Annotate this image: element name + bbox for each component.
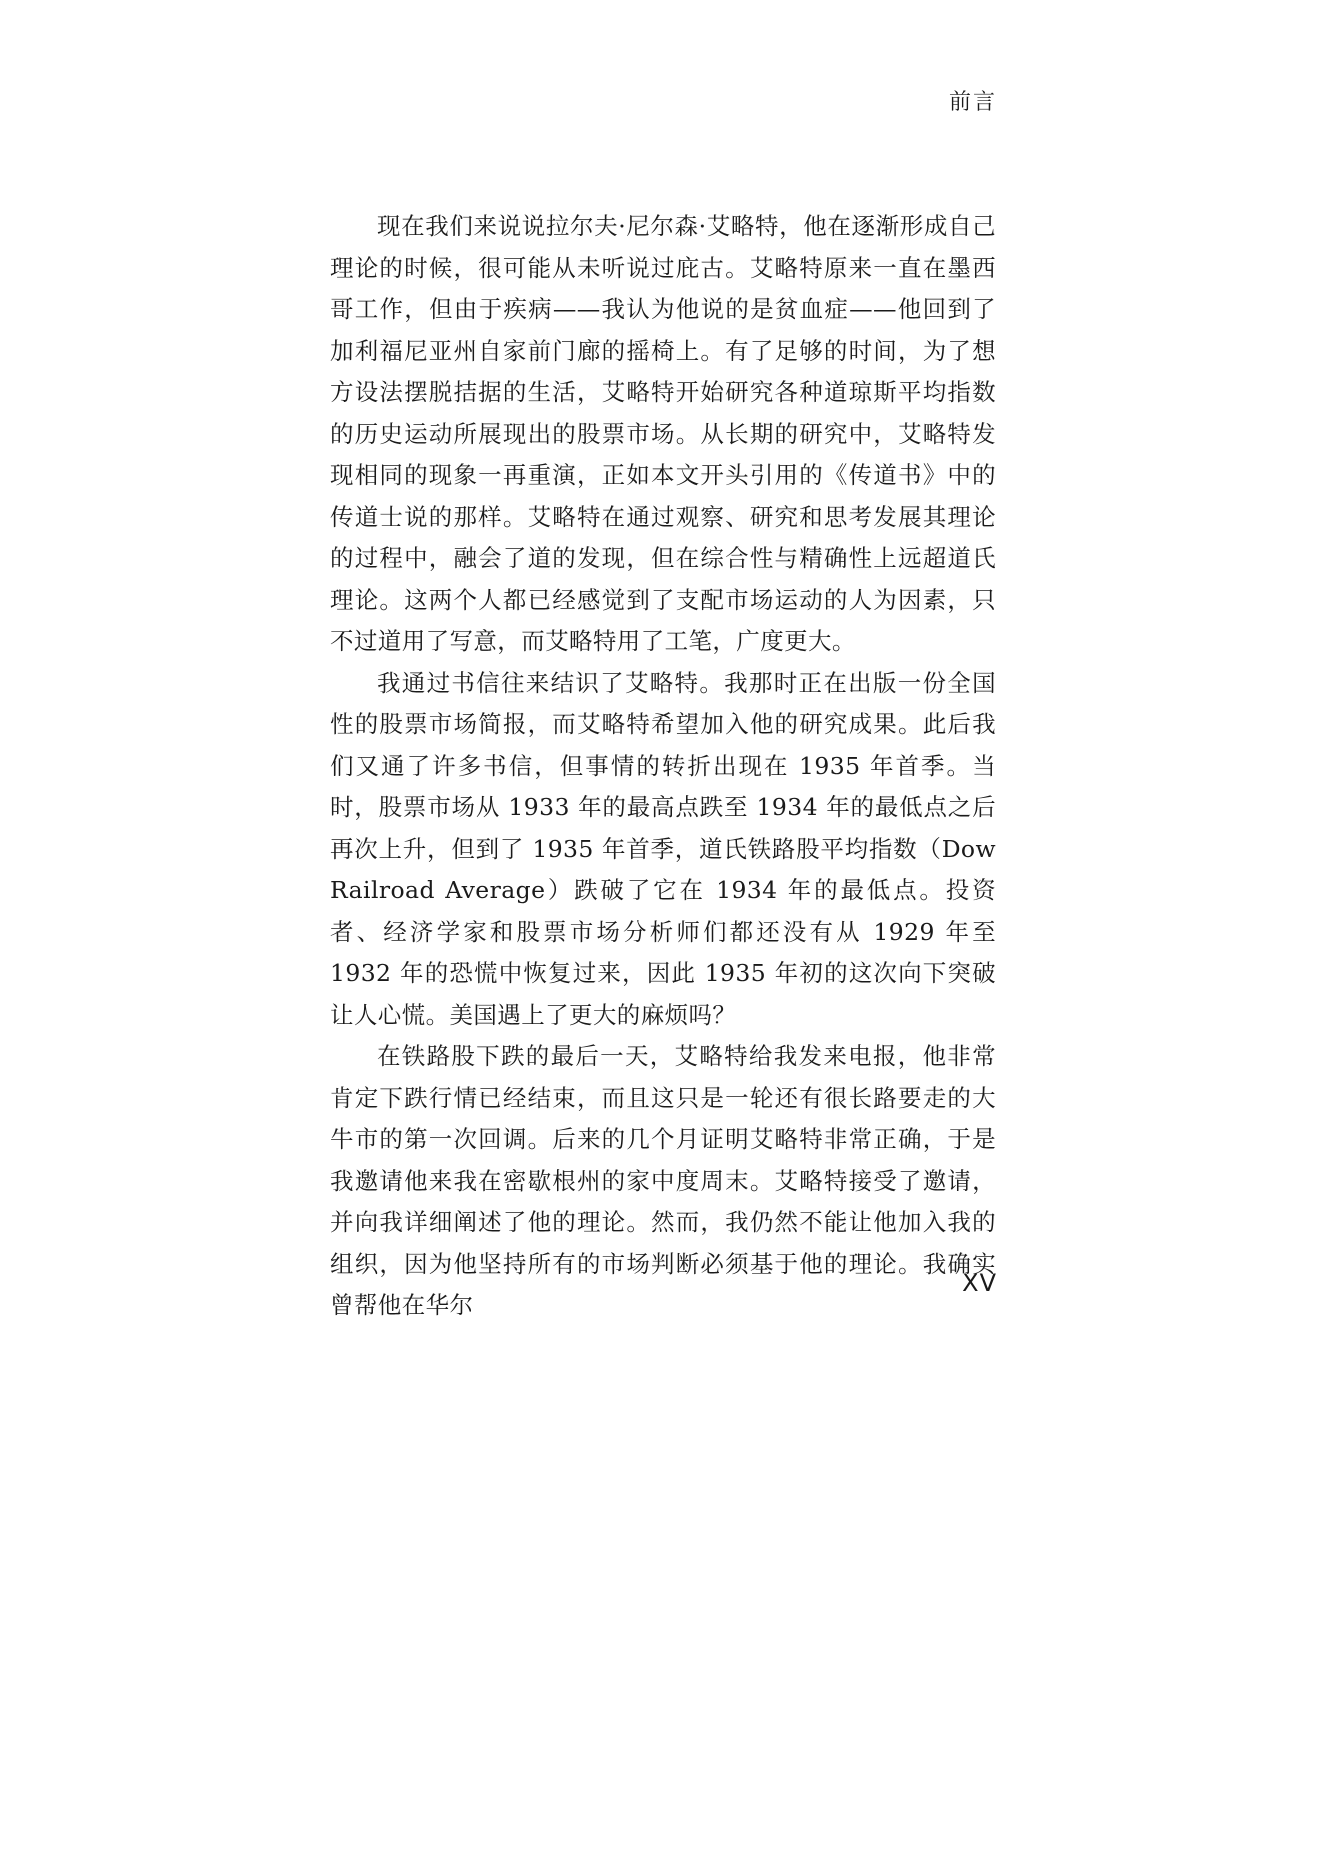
paragraph-3: 在铁路股下跌的最后一天，艾略特给我发来电报，他非常肯定下跌行情已经结束，而且这只是一轮还有很长路要走的大牛市的第一次回调。后来的几个月证明艾略特非常正确，于是我邀请他来我在密歇根州的家中度周末。艾略特接受了邀请，并向我详细阐述了他的理论。然而，我仍然不能让他加入我的组织，因为他坚持所有的市场判断必须基于他的理论。我确实曾帮他在华尔	[330, 1042, 996, 1319]
paragraph-2: 我通过书信往来结识了艾略特。我那时正在出版一份全国性的股票市场简报，而艾略特希望加入他的研究成果。此后我们又通了许多书信，但事情的转折出现在 1935 年首季。当时，股票市场从 1933 年的最高点跌至 1934 年的最低点之后再次上升，但到了 1935 年首季，道氏铁路股平均指数（Dow Railroad Average）跌破了它在 1934 年的最低点。投资者、经济学家和股票市场分析师们都还没有从 1929 年至 1932 年的恐慌中恢复过来，因此 1935 年初的这次向下突破让人心慌。美国遇上了更大的麻烦吗？	[330, 668, 996, 1029]
page-number: XV	[962, 1269, 997, 1297]
paragraph-1: 现在我们来说说拉尔夫·尼尔森·艾略特，他在逐渐形成自己理论的时候，很可能从未听说过庇古。艾略特原来一直在墨西哥工作，但由于疾病——我认为他说的是贫血症——他回到了加利福尼亚州自家前门廊的摇椅上。有了足够的时间，为了想方设法摆脱拮据的生活，艾略特开始研究各种道琼斯平均指数的历史运动所展现出的股票市场。从长期的研究中，艾略特发现相同的现象一再重演，正如本文开头引用的《传道书》中的传道士说的那样。艾略特在通过观察、研究和思考发展其理论的过程中，融会了道的发现，但在综合性与精确性上远超道氏理论。这两个人都已经感觉到了支配市场运动的人为因素，只不过道用了写意，而艾略特用了工笔，广度更大。	[330, 212, 996, 655]
running-head: 前言	[948, 90, 997, 115]
body-text	[330, 206, 996, 1327]
